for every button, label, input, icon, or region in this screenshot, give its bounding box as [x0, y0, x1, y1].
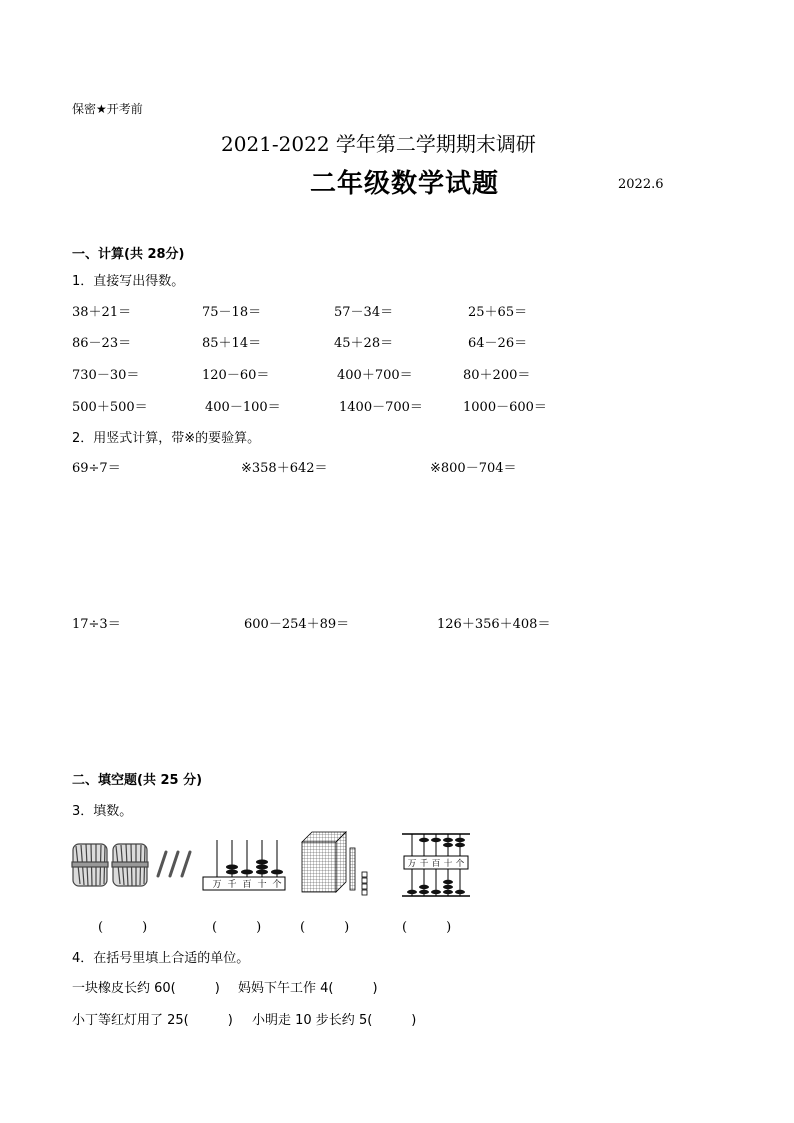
abacus-label: 十: [257, 880, 267, 890]
q1-item: 85＋14＝: [202, 336, 262, 351]
q1-item: 120－60＝: [202, 368, 270, 383]
q2-item: 17÷3＝: [72, 617, 121, 632]
unit-cubes-icon: [362, 872, 367, 895]
q2-prompt: 2．用竖式计算，带※的要验算。: [72, 431, 261, 446]
abacus-label: 千: [227, 880, 237, 890]
q4-item: 妈妈下午工作 4( ): [238, 981, 378, 996]
abacus-label: 百: [242, 880, 252, 890]
q1-item: 38＋21＝: [72, 305, 132, 320]
q4-item: 一块橡皮长约 60( ): [72, 981, 220, 996]
bundle-icon: [72, 844, 108, 886]
abacus-label: 千: [419, 859, 429, 869]
q2-item: 600－254＋89＝: [244, 617, 350, 632]
q1-item: 500＋500＝: [72, 400, 148, 415]
q4-item: 小明走 10 步长约 5( ): [252, 1013, 417, 1028]
abacus-label: 十: [443, 859, 453, 869]
q1-item: 45＋28＝: [334, 336, 394, 351]
q1-item: 75－18＝: [202, 305, 262, 320]
q1-item: 730－30＝: [72, 368, 140, 383]
answer-blank[interactable]: ( ): [402, 920, 452, 935]
section2-heading: 二、填空题(共 25 分): [72, 773, 203, 788]
q1-item: 1000－600＝: [463, 400, 547, 415]
abacus-five-place-image: [398, 830, 474, 900]
q1-item: 80＋200＝: [463, 368, 531, 383]
q2-item: 69÷7＝: [72, 461, 121, 476]
abacus-image: [200, 836, 288, 892]
q1-item: 25＋65＝: [468, 305, 528, 320]
abacus-label: 百: [431, 859, 441, 869]
q2-item: ※800－704＝: [430, 461, 517, 476]
stick-bundles-image: [70, 834, 195, 894]
section1-heading: 一、计算(共 28分): [72, 247, 185, 262]
bundle-icon: [112, 844, 148, 886]
abacus-label: 个: [272, 880, 282, 890]
abacus-label: 个: [455, 859, 465, 869]
place-value-blocks-image: [298, 828, 378, 898]
abacus-label: 万: [212, 880, 222, 890]
q4-item: 小丁等红灯用了 25( ): [72, 1013, 233, 1028]
q1-item: 64－26＝: [468, 336, 528, 351]
exam-subtitle: 二年级数学试题: [310, 169, 500, 199]
abacus-label: 万: [407, 859, 417, 869]
q1-item: 1400－700＝: [339, 400, 423, 415]
answer-blank[interactable]: ( ): [212, 920, 262, 935]
q2-item: ※358＋642＝: [241, 461, 328, 476]
q1-item: 400－100＝: [205, 400, 281, 415]
confidential-label: 保密★开考前: [72, 102, 143, 116]
exam-date: 2022.6: [618, 177, 664, 192]
q3-prompt: 3．填数。: [72, 804, 133, 819]
answer-blank[interactable]: ( ): [98, 920, 148, 935]
q4-prompt: 4．在括号里填上合适的单位。: [72, 951, 250, 966]
q1-item: 400＋700＝: [337, 368, 413, 383]
single-sticks-icon: [158, 852, 190, 876]
ten-rod-icon: [350, 848, 355, 890]
q1-item: 86－23＝: [72, 336, 132, 351]
thousand-cube-icon: [302, 832, 346, 892]
exam-title: 2021-2022 学年第二学期期末调研: [221, 132, 536, 156]
q1-prompt: 1．直接写出得数。: [72, 274, 185, 289]
q2-item: 126＋356＋408＝: [437, 617, 551, 632]
answer-blank[interactable]: ( ): [300, 920, 350, 935]
abacus-beads-icon: [226, 860, 283, 875]
q1-item: 57－34＝: [334, 305, 394, 320]
